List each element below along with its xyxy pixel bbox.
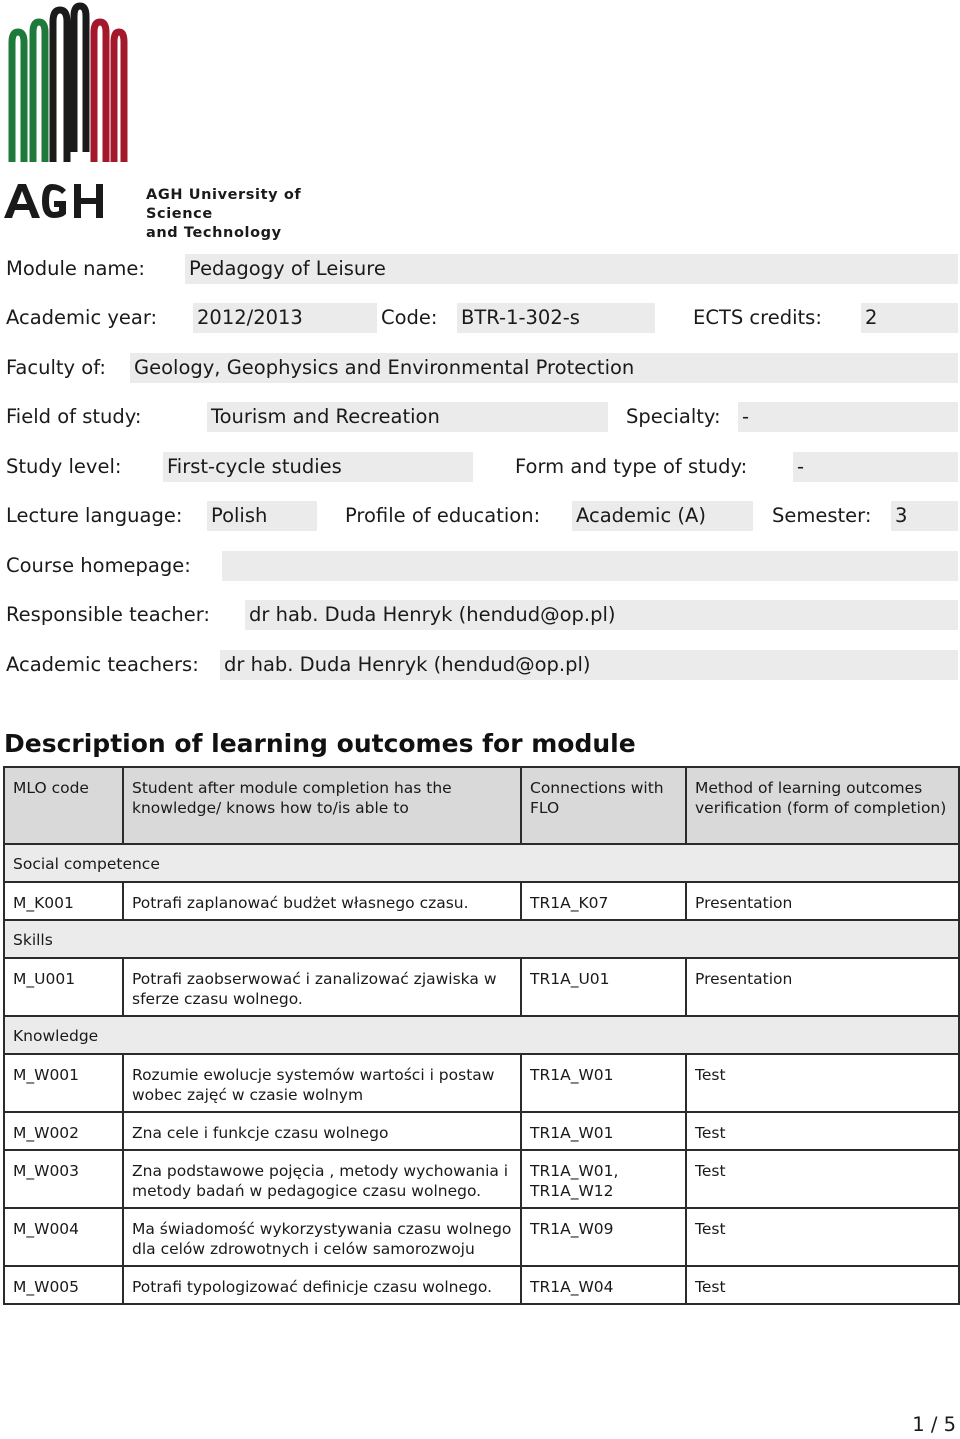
outcome-flo: TR1A_W01: [521, 1054, 686, 1112]
outcome-code: M_W005: [4, 1266, 123, 1304]
responsible-teacher-value: dr hab. Duda Henryk (hendud@op.pl): [245, 600, 958, 630]
semester-label: Semester:: [772, 504, 872, 527]
outcome-code: M_W003: [4, 1150, 123, 1208]
academic-year-value: 2012/2013: [193, 303, 377, 333]
academic-teachers-value: dr hab. Duda Henryk (hendud@op.pl): [220, 650, 958, 680]
lecture-language-label: Lecture language:: [6, 504, 183, 527]
module-name-value: Pedagogy of Leisure: [185, 254, 958, 284]
learning-outcomes-title: Description of learning outcomes for module: [4, 729, 636, 758]
category-row: [4, 1016, 959, 1054]
study-level-label: Study level:: [6, 455, 122, 478]
category-social-competence: Social competence: [4, 844, 959, 882]
outcome-flo: TR1A_W04: [521, 1266, 686, 1304]
table-row: [4, 1266, 959, 1304]
field-of-study-label: Field of study:: [6, 405, 142, 428]
table-row: [4, 882, 959, 920]
table-row: [4, 1112, 959, 1150]
ects-value: 2: [861, 303, 958, 333]
profile-label: Profile of education:: [345, 504, 541, 527]
outcome-code: M_W002: [4, 1112, 123, 1150]
header-description: Student after module completion has the knowledge/ knows how to/is able to: [123, 767, 521, 844]
header-method: Method of learning outcomes verification (form of completion): [686, 767, 959, 844]
faculty-label: Faculty of:: [6, 356, 106, 379]
table-row: [4, 1054, 959, 1112]
outcome-description: Zna podstawowe pojęcia , metody wychowania i metody badań w pedagogice czasu wolnego.: [123, 1150, 521, 1208]
academic-teachers-label: Academic teachers:: [6, 653, 199, 676]
header-mlo-code: MLO code: [4, 767, 123, 844]
category-row: [4, 844, 959, 882]
academic-year-label: Academic year:: [6, 306, 158, 329]
outcome-code: M_W004: [4, 1208, 123, 1266]
outcome-description: Ma świadomość wykorzystywania czasu wolnego dla celów zdrowotnych i celów samorozwoju: [123, 1208, 521, 1266]
table-header-row: [4, 767, 959, 844]
form-of-study-label: Form and type of study:: [515, 455, 748, 478]
outcome-code: M_W001: [4, 1054, 123, 1112]
outcome-flo: TR1A_W01: [521, 1112, 686, 1150]
outcome-description: Rozumie ewolucje systemów wartości i postaw wobec zajęć w czasie wolnym: [123, 1054, 521, 1112]
agh-emblem-icon: [4, 2, 144, 222]
university-name-line-2: and Technology: [146, 225, 282, 241]
table-row: [4, 1208, 959, 1266]
module-name-label: Module name:: [6, 257, 145, 280]
outcome-method: Test: [686, 1112, 959, 1150]
outcome-flo: TR1A_W01, TR1A_W12: [521, 1150, 686, 1208]
category-skills: Skills: [4, 920, 959, 958]
outcome-description: Potrafi zaplanować budżet własnego czasu.: [123, 882, 521, 920]
table-row: [4, 1150, 959, 1208]
outcome-flo: TR1A_K07: [521, 882, 686, 920]
ects-label: ECTS credits:: [693, 306, 822, 329]
responsible-teacher-label: Responsible teacher:: [6, 603, 210, 626]
outcome-flo: TR1A_U01: [521, 958, 686, 1016]
university-name-line-1: AGH University of Science: [146, 187, 302, 222]
profile-value: Academic (A): [572, 501, 753, 531]
code-label: Code:: [381, 306, 438, 329]
agh-logo: [4, 2, 349, 241]
category-row: [4, 920, 959, 958]
outcome-flo: TR1A_W09: [521, 1208, 686, 1266]
outcome-description: Potrafi typologizować definicje czasu wolnego.: [123, 1266, 521, 1304]
outcome-code: M_K001: [4, 882, 123, 920]
table-row: [4, 958, 959, 1016]
course-homepage-value: [222, 551, 958, 581]
specialty-value: -: [738, 402, 958, 432]
outcome-method: Test: [686, 1150, 959, 1208]
category-knowledge: Knowledge: [4, 1016, 959, 1054]
course-homepage-label: Course homepage:: [6, 554, 191, 577]
outcome-method: Test: [686, 1208, 959, 1266]
outcome-method: Test: [686, 1054, 959, 1112]
lecture-language-value: Polish: [207, 501, 317, 531]
outcome-code: M_U001: [4, 958, 123, 1016]
semester-value: 3: [891, 501, 958, 531]
form-of-study-value: -: [793, 452, 958, 482]
code-value: BTR-1-302-s: [457, 303, 655, 333]
outcome-method: Test: [686, 1266, 959, 1304]
field-of-study-value: Tourism and Recreation: [207, 402, 608, 432]
header-flo: Connections with FLO: [521, 767, 686, 844]
outcome-method: Presentation: [686, 882, 959, 920]
page-number: 1 / 5: [912, 1413, 956, 1436]
study-level-value: First-cycle studies: [163, 452, 473, 482]
specialty-label: Specialty:: [626, 405, 721, 428]
outcome-method: Presentation: [686, 958, 959, 1016]
outcome-description: Potrafi zaobserwować i zanalizować zjawiska w sferze czasu wolnego.: [123, 958, 521, 1016]
agh-letters: [4, 184, 103, 218]
university-name: [146, 186, 349, 243]
learning-outcomes-table: [3, 766, 960, 1305]
faculty-value: Geology, Geophysics and Environmental Protection: [130, 353, 958, 383]
outcome-description: Zna cele i funkcje czasu wolnego: [123, 1112, 521, 1150]
